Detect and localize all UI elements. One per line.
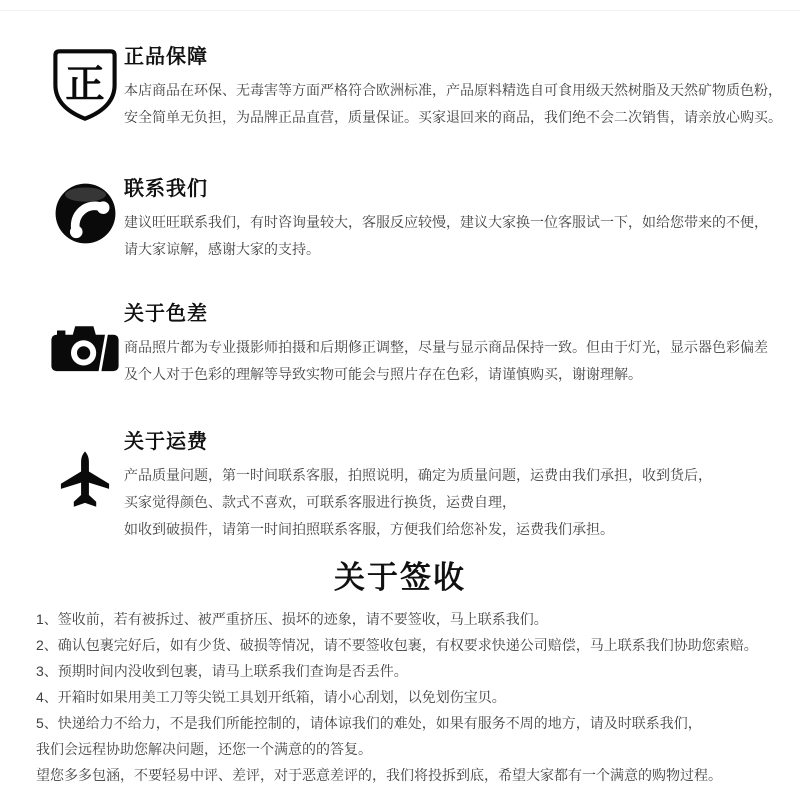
section-body: [124, 209, 772, 263]
section-body: [124, 334, 772, 388]
body-line: 及个人对于色彩的理解等导致实物可能会与照片存在色彩，请谨慎购买，谢谢理解。: [124, 366, 642, 382]
list-item: 4、开箱时如果用美工刀等尖锐工具划开纸箱，请小心刮划，以免划伤宝贝。: [36, 689, 506, 705]
section-title: 关于运费: [124, 431, 208, 453]
body-line: 产品质量问题，第一时间联系客服，拍照说明，确定为质量问题，运费由我们承担，收到货后，: [124, 467, 712, 483]
section-body: [124, 77, 782, 131]
section-title: 正品保障: [124, 46, 208, 68]
camera-icon: [50, 319, 120, 377]
body-line: 建议旺旺联系我们，有时咨询量较大，客服反应较慢，建议大家换一位客服试一下，如给您带来的不便，: [124, 214, 768, 230]
section-color-difference: [50, 303, 772, 388]
phone-icon: [50, 182, 120, 245]
section-title: 关于色差: [124, 303, 208, 325]
list-item: 5、快递给力不给力，不是我们所能控制的，请体谅我们的难处，如果有服务不周的地方，请及时联系我们，: [36, 715, 702, 731]
list-item: 2、确认包裹完好后，如有少货、破损等情况，请不要签收包裹，有权要求快递公司赔偿，马上联系我们协助您索赔。: [36, 637, 758, 653]
sign-for-receipt-list: [36, 606, 780, 788]
section-contact-us: [50, 178, 772, 263]
sign-for-receipt-title: 关于签收: [334, 560, 466, 595]
seal-zheng-shield-icon: [50, 48, 120, 122]
body-line: 请大家谅解，感谢大家的支持。: [124, 241, 320, 257]
body-line: 买家觉得颜色、款式不喜欢，可联系客服进行换货，运费自理，: [124, 494, 516, 510]
list-item: 我们会远程协助您解决问题，还您一个满意的的答复。: [36, 741, 372, 757]
section-shipping-fee: [50, 431, 772, 543]
body-line: 本店商品在环保、无毒害等方面严格符合欧洲标准，产品原料精选自可食用级天然树脂及天然矿物质色粉，: [124, 82, 782, 98]
svg-text:正: 正: [65, 61, 105, 108]
section-body: [124, 462, 772, 543]
top-divider: [0, 10, 800, 11]
list-item: 望您多多包涵，不要轻易中评、差评，对于恶意差评的，我们将投拆到底，希望大家都有一个满意的购物过程。: [36, 767, 722, 783]
airplane-icon: [50, 441, 120, 521]
body-line: 如收到破损件，请第一时间拍照联系客服，方便我们给您补发，运费我们承担。: [124, 521, 614, 537]
list-item: 3、预期时间内没收到包裹，请马上联系我们查询是否丢件。: [36, 663, 408, 679]
section-authenticity-guarantee: [50, 46, 782, 131]
body-line: 安全简单无负担，为品牌正品直营，质量保证。买家退回来的商品，我们绝不会二次销售，请亲放心购买。: [124, 109, 782, 125]
section-title: 联系我们: [124, 178, 208, 200]
body-line: 商品照片都为专业摄影师拍摄和后期修正调整，尽量与显示商品保持一致。但由于灯光，显示器色彩偏差: [124, 339, 768, 355]
list-item: 1、签收前，若有被拆过、被严重挤压、损坏的迹象，请不要签收，马上联系我们。: [36, 611, 548, 627]
